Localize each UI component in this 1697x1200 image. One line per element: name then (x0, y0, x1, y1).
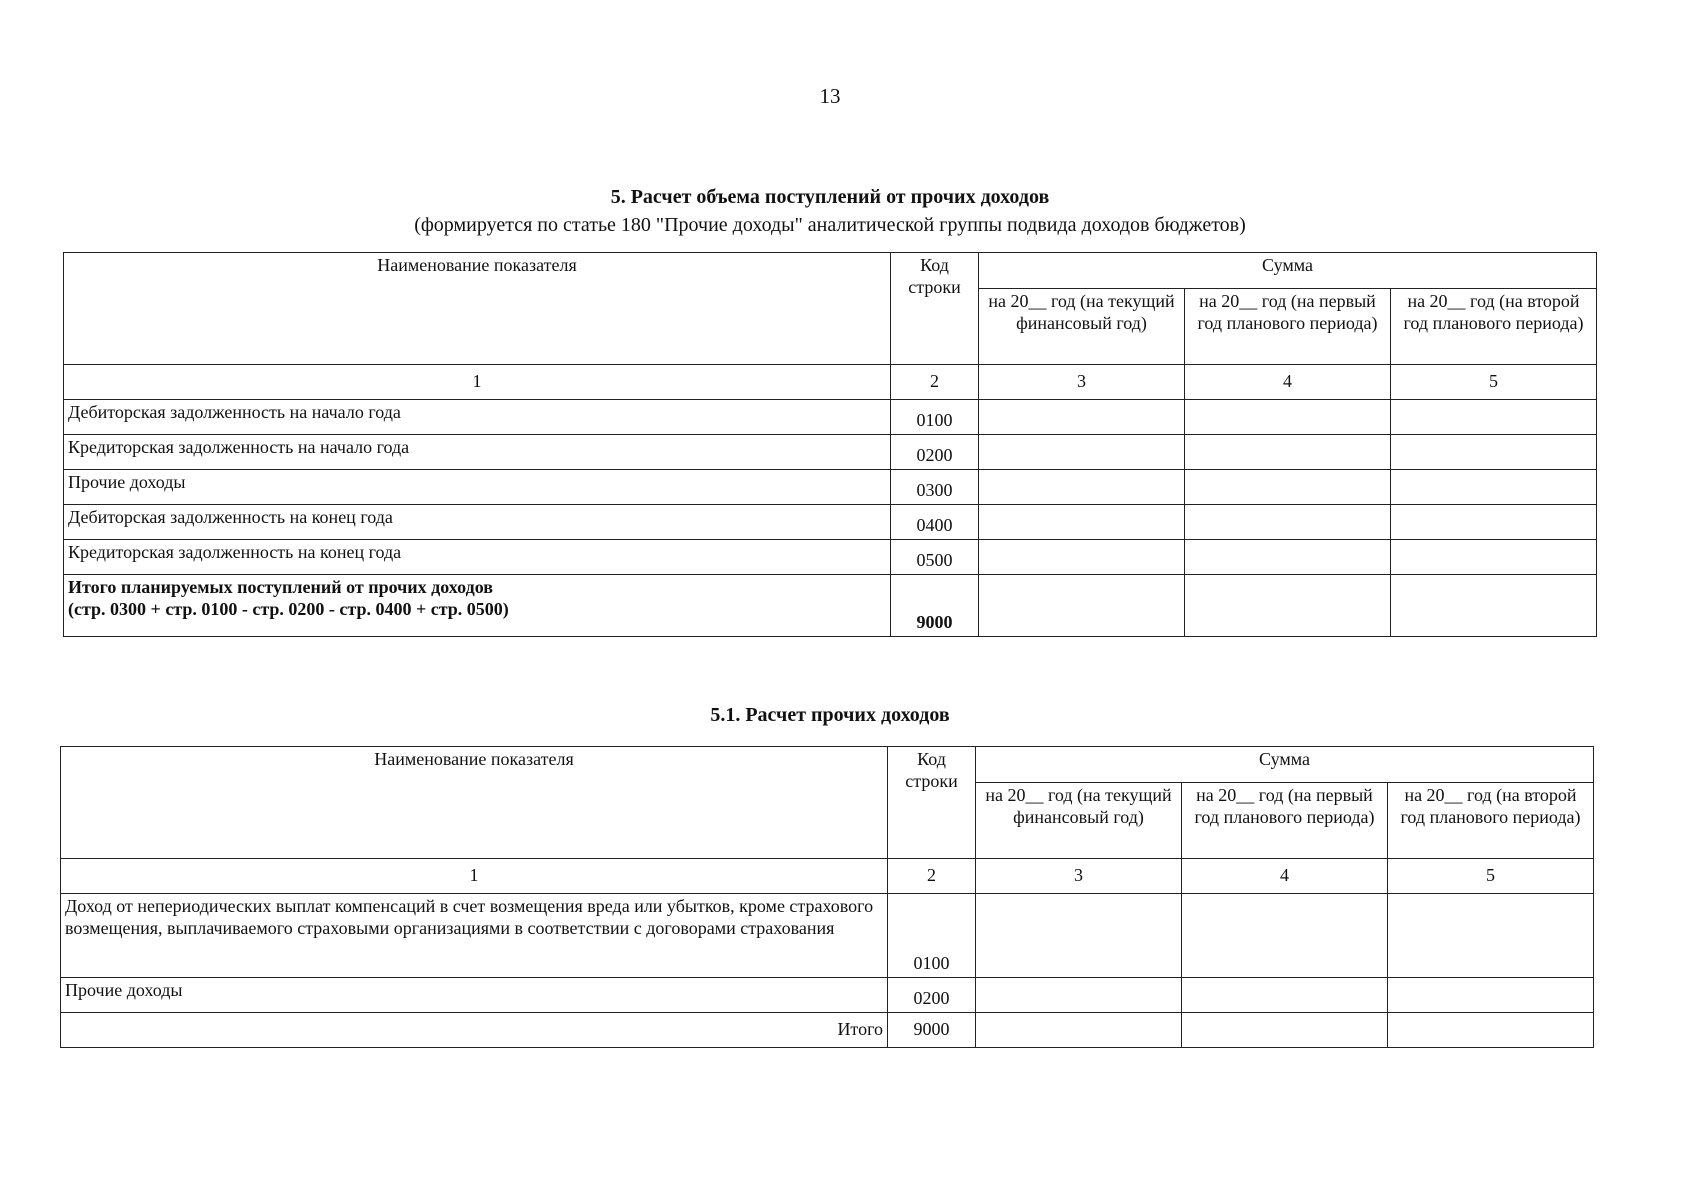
header-code: Код строки (891, 253, 979, 365)
total-row (64, 575, 1597, 637)
value-cell[interactable] (1391, 575, 1597, 637)
value-cell[interactable] (1391, 540, 1597, 575)
value-cell[interactable] (1391, 435, 1597, 470)
header-sum: Сумма (976, 747, 1594, 783)
table-row (64, 540, 1597, 575)
column-numbers-row (61, 859, 1594, 894)
header-year-first: на 20__ год (на первый год планового периода) (1185, 289, 1391, 365)
row-name: Дебиторская задолженность на начало года (64, 400, 891, 435)
header-year-current: на 20__ год (на текущий финансовый год) (976, 783, 1182, 859)
page-number: 13 (819, 84, 841, 108)
value-cell[interactable] (979, 400, 1185, 435)
header-name: Наименование показателя (64, 253, 891, 365)
column-number: 4 (1185, 365, 1391, 400)
value-cell[interactable] (1185, 400, 1391, 435)
value-cell[interactable] (979, 575, 1185, 637)
header-code: Код строки (888, 747, 976, 859)
row-code: 0200 (891, 435, 979, 470)
column-number: 1 (61, 859, 888, 894)
row-code: 0200 (888, 978, 976, 1013)
row-name: Прочие доходы (64, 470, 891, 505)
row-code: 0300 (891, 470, 979, 505)
total-label: Итого планируемых поступлений от прочих доходов (68, 577, 493, 597)
row-code: 0400 (891, 505, 979, 540)
section-5-1-title: 5.1. Расчет прочих доходов (710, 704, 950, 726)
column-number: 1 (64, 365, 891, 400)
row-code: 0100 (891, 400, 979, 435)
total-formula: (стр. 0300 + стр. 0100 - стр. 0200 - стр. 0400 + стр. 0500) (68, 598, 509, 619)
value-cell[interactable] (976, 978, 1182, 1013)
total-row (61, 1013, 1594, 1048)
total-name (64, 575, 891, 637)
value-cell[interactable] (979, 435, 1185, 470)
column-number: 5 (1391, 365, 1597, 400)
value-cell[interactable] (1185, 470, 1391, 505)
value-cell[interactable] (979, 470, 1185, 505)
value-cell[interactable] (976, 894, 1182, 978)
header-year-second: на 20__ год (на второй год планового периода) (1388, 783, 1594, 859)
row-name: Кредиторская задолженность на конец года (64, 540, 891, 575)
value-cell[interactable] (1182, 1013, 1388, 1048)
section-5-title: 5. Расчет объема поступлений от прочих доходов (610, 186, 1050, 208)
header-year-second: на 20__ год (на второй год планового периода) (1391, 289, 1597, 365)
table-row (64, 400, 1597, 435)
value-cell[interactable] (1391, 470, 1597, 505)
total-label: Итого (61, 1013, 888, 1048)
column-number: 2 (891, 365, 979, 400)
row-code: 0100 (888, 894, 976, 978)
value-cell[interactable] (979, 505, 1185, 540)
section-5-subtitle: (формируется по статье 180 "Прочие доходы" аналитической группы подвида доходов бюджетов) (414, 214, 1246, 236)
column-number: 4 (1182, 859, 1388, 894)
column-number: 2 (888, 859, 976, 894)
total-code: 9000 (888, 1013, 976, 1048)
row-name: Дебиторская задолженность на конец года (64, 505, 891, 540)
value-cell[interactable] (1185, 435, 1391, 470)
column-number: 3 (979, 365, 1185, 400)
row-name: Доход от непериодических выплат компенсаций в счет возмещения вреда или убытков, кроме страхового возмещения, выплачиваемого страховыми организациями в соответствии с договорами страхования (61, 894, 888, 978)
table-row (61, 894, 1594, 978)
header-sum: Сумма (979, 253, 1597, 289)
value-cell[interactable] (1388, 1013, 1594, 1048)
income-volume-table (63, 252, 1597, 637)
value-cell[interactable] (1391, 400, 1597, 435)
table-header-row (61, 747, 1594, 783)
row-name: Прочие доходы (61, 978, 888, 1013)
header-year-first: на 20__ год (на первый год планового периода) (1182, 783, 1388, 859)
table-header-row (64, 253, 1597, 289)
value-cell[interactable] (1182, 894, 1388, 978)
column-number: 5 (1388, 859, 1594, 894)
value-cell[interactable] (1185, 540, 1391, 575)
value-cell[interactable] (1391, 505, 1597, 540)
value-cell[interactable] (1185, 575, 1391, 637)
other-income-table (60, 746, 1594, 1048)
column-number: 3 (976, 859, 1182, 894)
table-row (64, 435, 1597, 470)
table-row (64, 505, 1597, 540)
table-row (61, 978, 1594, 1013)
row-code: 0500 (891, 540, 979, 575)
value-cell[interactable] (1388, 894, 1594, 978)
total-code: 9000 (891, 575, 979, 637)
value-cell[interactable] (1185, 505, 1391, 540)
header-year-current: на 20__ год (на текущий финансовый год) (979, 289, 1185, 365)
column-numbers-row (64, 365, 1597, 400)
header-name: Наименование показателя (61, 747, 888, 859)
value-cell[interactable] (1182, 978, 1388, 1013)
value-cell[interactable] (1388, 978, 1594, 1013)
value-cell[interactable] (976, 1013, 1182, 1048)
value-cell[interactable] (979, 540, 1185, 575)
table-row (64, 470, 1597, 505)
row-name: Кредиторская задолженность на начало года (64, 435, 891, 470)
